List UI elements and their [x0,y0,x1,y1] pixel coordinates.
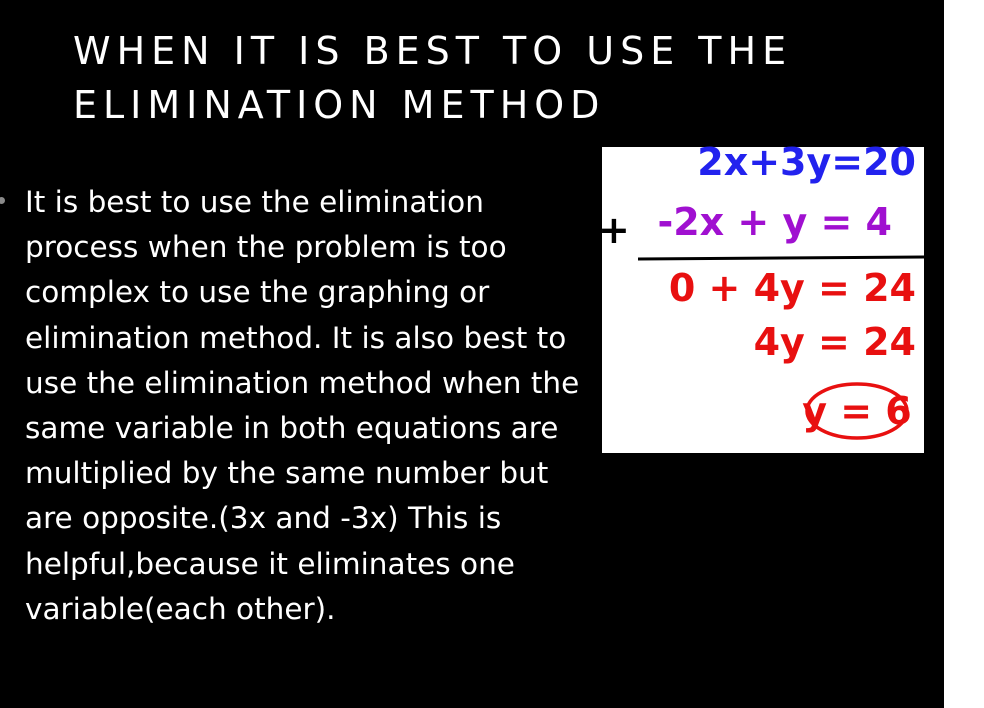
title-line-1: WHEN IT IS BEST TO USE THE [73,29,793,73]
body-line: use the elimination method when the [25,365,580,400]
equation-2: -2x + y = 4 [657,200,892,244]
body-line: multiplied by the same number but [25,456,549,491]
title-line-2: ELIMINATION METHOD [73,83,606,127]
body-line: process when the problem is too [25,230,507,265]
elimination-example-image [598,140,924,453]
bullet-paragraph [25,180,585,632]
sum-line [638,257,924,259]
body-line: same variable in both equations are [25,411,559,446]
slide-title [73,24,873,132]
body-line: variable(each other). [25,591,336,626]
sum-equation: 0 + 4y = 24 [668,266,916,310]
body-line: complex to use the graphing or [25,275,490,310]
bullet-icon [0,197,5,204]
equation-1: 2x+3y=20 [697,140,916,184]
body-line: are opposite.(3x and -3x) This is [25,501,502,536]
plus-operator: + [598,208,630,252]
simplified-equation: 4y = 24 [753,320,916,364]
body-line: elimination method. It is also best to [25,320,567,355]
body-line: helpful,because it eliminates one [25,546,515,581]
result-equation: y = 6 [802,389,912,433]
body-line: It is best to use the elimination [25,185,484,219]
